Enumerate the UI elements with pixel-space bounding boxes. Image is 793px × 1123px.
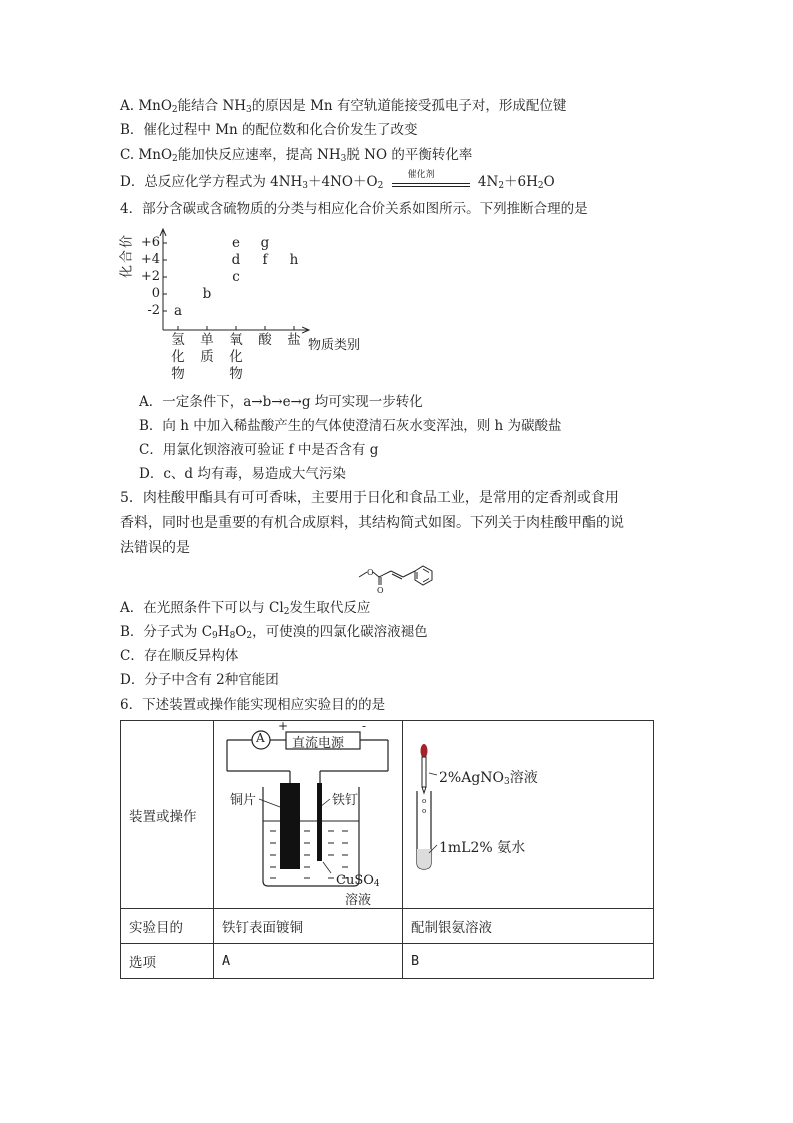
agno3-label: 2%AgNO$_3$溶液	[439, 770, 538, 787]
q4-stem: 4．部分含碳或含硫物质的分类与相应化合价关系如图所示。下列推断合理的是	[120, 201, 588, 217]
y-tick-label: -2	[147, 303, 160, 318]
iron-nail	[317, 783, 322, 861]
q4-option-c: C．用氯化钡溶液可验证 f 中是否含有 g	[139, 442, 379, 458]
q5-stem-line3: 法错误的是	[120, 540, 190, 556]
valence-chart	[118, 226, 378, 388]
point-b: b	[202, 286, 212, 302]
ammeter-label: A	[256, 731, 265, 745]
x-axis-label: 物质类别	[308, 338, 361, 353]
y-tick-label: 0	[151, 286, 160, 301]
y-axis-label-char: 价	[119, 235, 135, 249]
copper-plate-label: 铜片	[230, 793, 257, 808]
table-row-purpose-label: 实验目的	[121, 909, 214, 944]
q5-option-b: B．分子式为 $C_9H_8O_2$，可使溴的四氯化碳溶液褪色	[120, 624, 428, 641]
q6-stem: 6．下述装置或操作能实现相应实验目的的是	[120, 697, 386, 713]
catalyst-arrow	[392, 169, 470, 190]
svg-text:o: o	[422, 807, 427, 815]
carbonyl-oxygen-label: O	[377, 586, 384, 595]
negative-terminal: -	[362, 719, 367, 733]
catalyst-label: 催化剂	[407, 169, 435, 180]
option-b-cell: B	[403, 944, 654, 979]
q4-option-d: D．c、d 均有毒，易造成大气污染	[139, 466, 346, 482]
table-header-apparatus: 装置或操作	[121, 721, 214, 909]
q3-option-c: C. MnO$_2$能加快反应速率，提高 $NH_3$脱 NO 的平衡转化率	[120, 147, 473, 164]
x-category-label: 氧 化 物	[229, 332, 243, 382]
q5-option-d: D．分子中含有 2种官能团	[120, 672, 279, 688]
option-a-cell: A	[214, 944, 403, 979]
point-e: e	[232, 235, 240, 251]
purpose-a: 铁钉表面镀铜	[214, 909, 403, 944]
q5-option-a: A．在光照条件下可以与 $Cl_2$发生取代反应	[120, 600, 371, 617]
ammonia-solution	[417, 849, 431, 869]
y-tick-label: +6	[140, 235, 160, 250]
q4-option-b: B．向 h 中加入稀盐酸产生的气体使澄清石灰水变浑浊，则 h 为碳酸盐	[139, 418, 562, 434]
svg-text:o: o	[422, 797, 427, 805]
copper-plate	[280, 783, 300, 869]
q4-option-a: A．一定条件下，a→b→e→g 均可实现一步转化	[139, 394, 423, 410]
silver-ammonia-apparatus	[403, 721, 653, 908]
point-g: g	[260, 235, 270, 251]
ester-oxygen-label: O	[367, 568, 374, 577]
dropper-tube	[422, 757, 426, 787]
x-category-label: 酸	[258, 332, 272, 348]
q5-stem-line1: 5．肉桂酸甲酯具有可可香味，主要用于日化和食品工业，是常用的定香剂或食用	[120, 490, 619, 506]
y-axis-label-char: 合	[119, 250, 135, 264]
x-category-label: 盐	[287, 332, 301, 348]
point-h: h	[289, 252, 299, 268]
cuso4-label: CuSO$_4$	[336, 873, 380, 889]
ammonia-label: 1mL2% 氨水	[439, 840, 526, 856]
iron-nail-label: 铁钉	[332, 793, 359, 808]
y-axis-label-char: 化	[119, 265, 135, 279]
q3-option-d: D．总反应化学方程式为 $4NH_3+4NO+O_2$ 催化剂 $4N_2+6H_2O$	[120, 173, 555, 191]
q3-option-b: B．催化过程中 Mn 的配位数和化合价发生了改变	[120, 122, 418, 138]
table-row-option-label: 选项	[121, 944, 214, 979]
solution-label: 溶液	[345, 893, 372, 908]
experiment-table	[120, 720, 654, 979]
dropper-bulb	[421, 744, 428, 758]
point-f: f	[262, 252, 268, 268]
y-tick-label: +2	[140, 269, 160, 284]
methyl-cinnamate-structure	[345, 560, 445, 600]
q5-option-c: C．存在顺反异构体	[120, 648, 239, 664]
apparatus-b-cell	[403, 721, 654, 909]
y-tick-label: +4	[140, 252, 160, 267]
x-category-label: 单 质	[200, 332, 214, 365]
purpose-b: 配制银氨溶液	[403, 909, 654, 944]
point-d: d	[231, 252, 241, 268]
apparatus-a-cell	[214, 721, 403, 909]
q5-stem-line2: 香料，同时也是重要的有机合成原料，其结构简式如图。下列关于肉桂酸甲酯的说	[120, 515, 624, 531]
positive-terminal: +	[278, 719, 289, 733]
x-category-label: 氢 化 物	[171, 332, 185, 382]
q3-option-a: A. MnO$_2$能结合 $NH_3$的原因是 Mn 有空轨道能接受孤电子对，形成配位键	[120, 98, 567, 115]
point-c: c	[232, 269, 240, 285]
power-supply-label: 直流电源	[292, 736, 345, 751]
point-a: a	[173, 303, 183, 319]
